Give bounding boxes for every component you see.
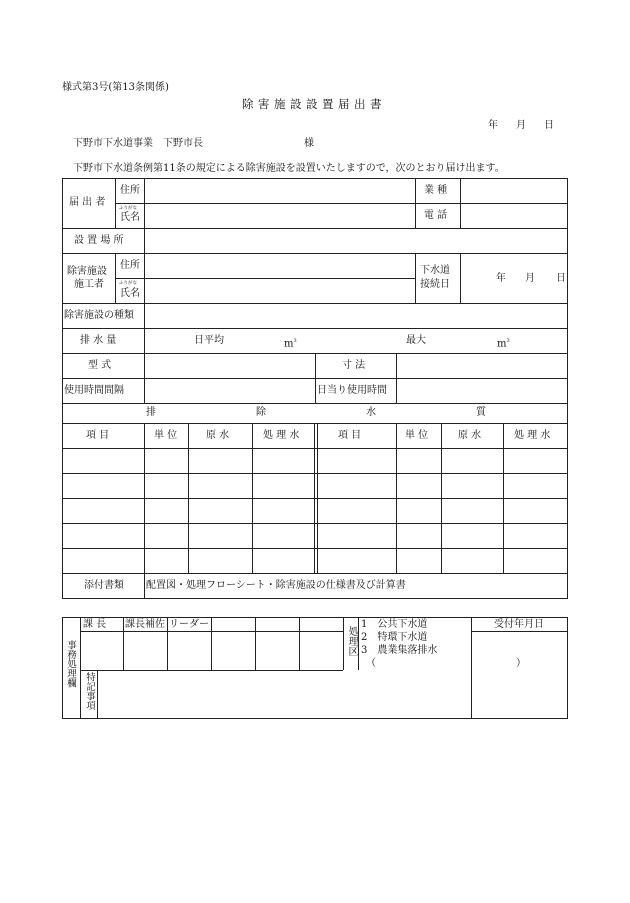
sama-label: 様 [304, 138, 314, 149]
wq-head-3: 水 [366, 407, 376, 418]
facility-type-field[interactable] [146, 305, 566, 327]
district-option-other: （ ） [366, 658, 526, 669]
wq-head-4: 質 [476, 407, 486, 418]
sewer-connect-label-1: 下水道 [420, 265, 450, 276]
col-item-left: 項 目 [86, 430, 110, 441]
facility-type-label: 除害施設の種類 [64, 310, 134, 321]
attachments-label: 添付書類 [84, 580, 124, 591]
phone-label: 電 話 [424, 210, 448, 221]
form-number: 様式第3号(第13条関係) [62, 82, 169, 93]
date-day: 日 [544, 120, 554, 131]
daily-use-field[interactable] [398, 380, 566, 402]
col-unit-left: 単 位 [154, 430, 178, 441]
col-item-right: 項 目 [338, 430, 362, 441]
name-label: 氏名 [120, 212, 140, 223]
applicant-address-field[interactable] [146, 180, 414, 202]
maximum-unit: $m^3$ [497, 338, 510, 350]
notes-field[interactable] [99, 672, 469, 717]
daily-use-label: 日当り使用時間 [317, 385, 387, 396]
received-date-label: 受付年月日 [494, 619, 544, 630]
dimensions-field[interactable] [398, 355, 566, 377]
col-raw-right: 原 水 [458, 430, 482, 441]
contractor-address-field[interactable] [146, 255, 414, 277]
applicant-name-field[interactable] [146, 205, 414, 227]
maximum-label: 最大 [406, 335, 426, 346]
model-label: 型 式 [88, 360, 112, 371]
leader-label: リーダー [169, 619, 209, 630]
notes-label: 特記事項 [84, 672, 95, 710]
phone-field[interactable] [462, 205, 566, 227]
district-option-3: 3 農業集落排水 [361, 645, 438, 656]
model-field[interactable] [146, 355, 314, 377]
use-interval-label: 使用時間間隔 [64, 385, 124, 396]
business-type-label: 業 種 [424, 185, 448, 196]
assistant-label: 課長補佐 [125, 619, 165, 630]
intro-text: 下野市下水道条例第11条の規定による除害施設を設置いたしますので，次のとおり届け出ます。 [73, 163, 505, 174]
date-month: 月 [516, 120, 526, 131]
location-label: 設 置 場 所 [74, 235, 124, 246]
attachments-text: 配置図・処理フローシート・除害施設の仕様書及び計算書 [146, 580, 406, 591]
addressee: 下野市下水道事業 下野市長 [73, 138, 203, 149]
discharge-label: 排 水 量 [80, 335, 117, 346]
office-use-label: 事務処理欄 [65, 640, 76, 688]
sewer-connect-label-2: 接続日 [420, 279, 450, 290]
col-treated-left: 処 理 水 [263, 430, 300, 441]
col-unit-right: 単 位 [405, 430, 429, 441]
connect-month: 月 [525, 273, 535, 284]
connect-year: 年 [496, 273, 506, 284]
business-type-field[interactable] [462, 180, 566, 202]
location-field[interactable] [146, 230, 566, 252]
date-year: 年 [488, 120, 498, 131]
district-label: 処理区 [346, 626, 357, 656]
address-label: 住所 [120, 185, 140, 196]
contractor-name-field[interactable] [146, 280, 414, 302]
page-title: 除害施設設置届出書 [242, 97, 386, 111]
contractor-address-label: 住所 [120, 260, 140, 271]
applicant-label: 届 出 者 [69, 197, 106, 208]
furigana-label: ふりがな [119, 206, 137, 211]
col-treated-right: 処 理 水 [514, 430, 551, 441]
wq-head-2: 除 [256, 407, 266, 418]
wq-head-1: 排 [146, 407, 156, 418]
district-option-2: 2 特環下水道 [361, 632, 428, 643]
dimensions-label: 寸 法 [342, 360, 366, 371]
district-option-1: 1 公共下水道 [361, 619, 428, 630]
chief-label: 課 長 [83, 619, 107, 630]
contractor-label-1: 除害施設 [67, 266, 107, 277]
contractor-name-label: 氏名 [120, 288, 140, 299]
contractor-furigana-label: ふりがな [119, 281, 137, 286]
contractor-label-2: 施工者 [74, 279, 104, 290]
use-interval-field[interactable] [146, 380, 314, 402]
daily-average-unit: $m^3$ [284, 338, 297, 350]
connect-day: 日 [556, 273, 566, 284]
col-raw-left: 原 水 [206, 430, 230, 441]
daily-average-label: 日平均 [194, 335, 224, 346]
